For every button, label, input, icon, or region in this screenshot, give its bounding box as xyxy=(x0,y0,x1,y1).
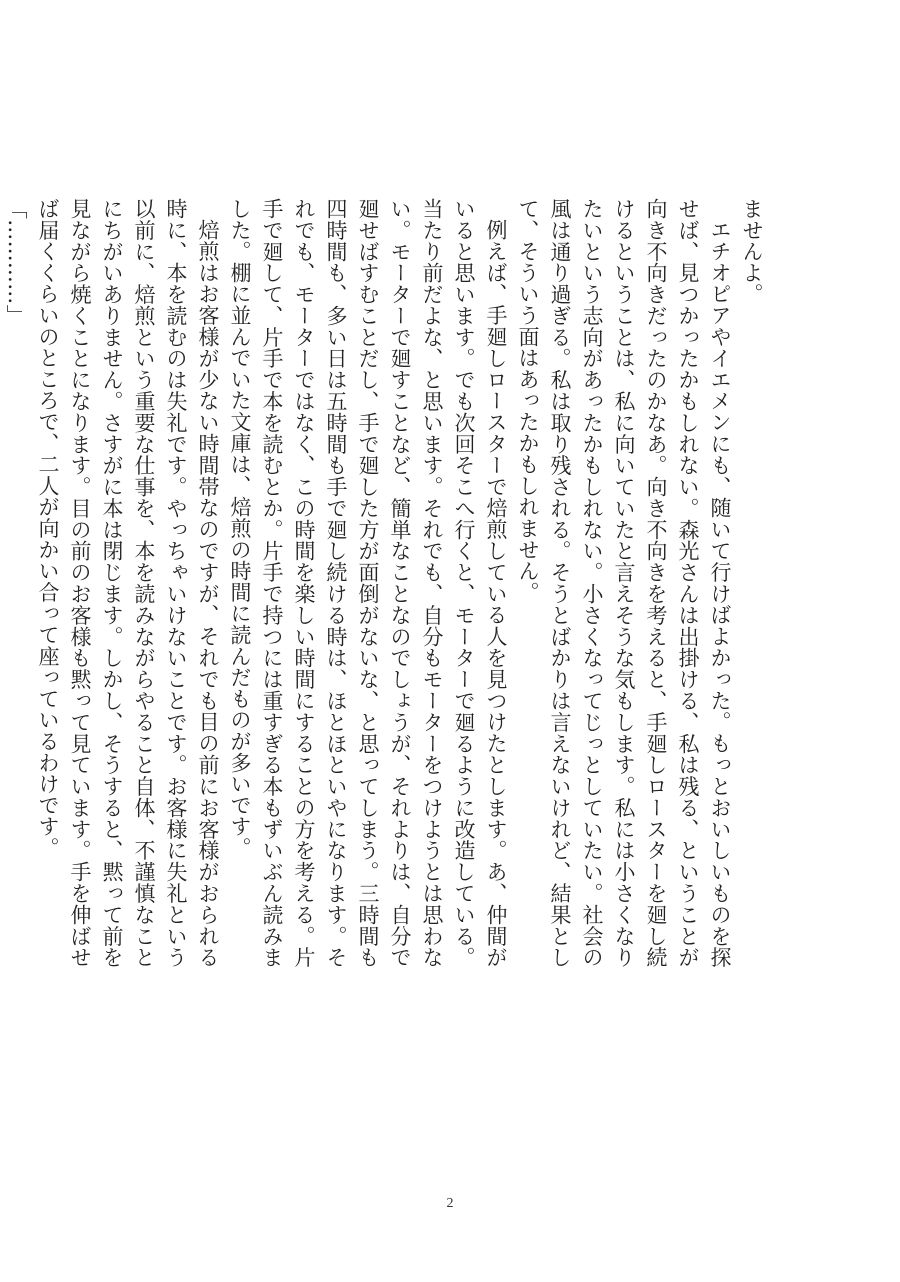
paragraph: 例えば、手廻しロースターで焙煎している人を見つけたとします。あ、仲間がいると思います。でも次回そこへ行くと、モーターで廻るように改造している。当たり前だよな、と思います。それでも、自分もモーターをつけようとは思わない。モーターで廻すことなど、簡単なことなのでしょうが、それよりは、自分で廻せばすむことだし、手で廻した方が面倒がないな、と思ってしまう。三時間も四時間も、多い日は五時間も手で廻し続ける時は、ほとほといやになります。それでも、モーターではなく、この時間を楽しい時間にすることの方を考える。片手で廻して、片手で本を読むとか。片手で持つには重すぎる本もずいぶん読みました。棚に並んでいた文庫は、焙煎の時間に読んだものが多いです。 xyxy=(228,198,508,968)
vertical-text-body xyxy=(0,198,768,968)
paragraph: エチオピアやイエメンにも、随いて行けばよかった。もっとおいしいものを探せば、見つかったかもしれない。森光さんは出掛ける、私は残る、ということが向き不向きだったのかなあ。向き不向きを考えると、手廻しロースターを廻し続けるということは、私に向いていたと言えそうな気もします。私には小さくなりたいという志向があったかもしれない。小さくなってじっとしていたい。社会の風は通り過ぎる。私は取り残される。そうとばかりは言えないけれど、結果として、そういう面はあったかもしれません。 xyxy=(516,198,732,968)
paragraph: 焙煎はお客様が少ない時間帯なのですが、それでも目の前にお客様がおられる時に、本を読むのは失礼です。やっちゃいけないことです。お客様に失礼という以前に、焙煎という重要な仕事を、本を読みながらやること自体、不謹慎なことにちがいありません。さすがに本は閉じます。しかし、そうすると、黙って前を見ながら焼くことになります。目の前のお客様も黙って見ています。手を伸ばせば届くくらいのところで、二人が向かい合って座っているわけです。 xyxy=(36,198,220,968)
paragraph: ませんよ。 xyxy=(740,198,764,305)
dialogue-line: 「…………」 xyxy=(4,198,28,326)
page-number: 2 xyxy=(446,1196,454,1211)
